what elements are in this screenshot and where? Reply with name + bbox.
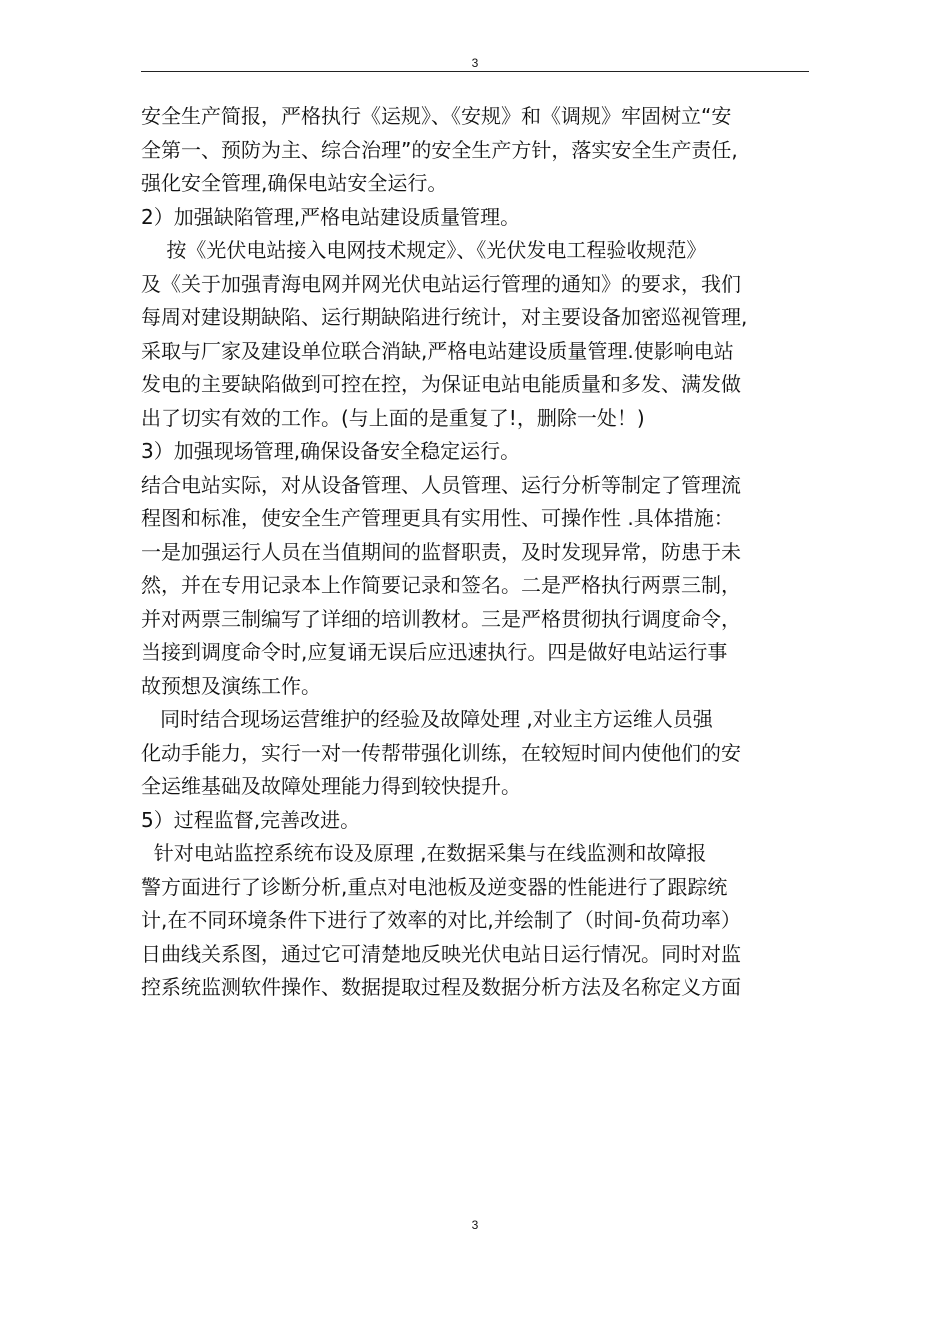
text-line: 及《关于加强青海电网并网光伏电站运行管理的通知》的要求，我们 [141, 271, 741, 296]
text-line: 全第一、预防为主、综合治理”的安全生产方针，落实安全生产责任, [141, 137, 738, 162]
text-line: 每周对建设期缺陷、运行期缺陷进行统计，对主要设备加密巡视管理, [141, 305, 748, 329]
text-line: 采取与厂家及建设单位联合消缺,严格电站建设质量管理.使影响电站 [141, 338, 734, 363]
text-line: 一是加强运行人员在当值期间的监督职责，及时发现异常，防患于未 [141, 539, 741, 564]
text-line: 并对两票三制编写了详细的培训教材。三是严格贯彻执行调度命令， [141, 606, 741, 631]
text-line: 结合电站实际，对从设备管理、人员管理、运行分析等制定了管理流 [141, 472, 741, 497]
text-line: 安全生产简报，严格执行《运规》、《安规》和《调规》牢固树立“安 [141, 104, 732, 128]
text-line: 当接到调度命令时,应复诵无误后应迅速执行。四是做好电站运行事 [141, 640, 728, 664]
text-line: 计,在不同环境条件下进行了效率的对比,并绘制了（时间-负荷功率） [141, 908, 741, 932]
document-body [141, 100, 821, 1005]
text-line: 出了切实有效的工作。(与上面的是重复了!，删除一处！) [141, 405, 645, 430]
text-line: 发电的主要缺陷做到可控在控，为保证电站电能质量和多发、满发做 [141, 372, 741, 396]
text-line: 日曲线关系图，通过它可清楚地反映光伏电站日运行情况。同时对监 [141, 941, 741, 966]
section-heading-5: 5）过程监督,完善改进。 [141, 807, 361, 832]
header-divider [141, 71, 809, 72]
text-line: 控系统监测软件操作、数据提取过程及数据分析方法及名称定义方面 [141, 975, 741, 999]
text-line: 故预想及演练工作。 [141, 673, 321, 698]
footer-page-number: 3 [471, 1218, 479, 1232]
text-line: 全运维基础及故障处理能力得到较快提升。 [141, 774, 521, 798]
text-line: 强化安全管理,确保电站安全运行。 [141, 171, 448, 195]
text-line: 然，并在专用记录本上作简要记录和签名。二是严格执行两票三制， [141, 573, 741, 597]
section-heading-2: 2）加强缺陷管理,严格电站建设质量管理。 [141, 204, 521, 229]
text-line: 警方面进行了诊断分析,重点对电池板及逆变器的性能进行了跟踪统 [141, 874, 728, 899]
text-line: 针对电站监控系统布设及原理 ,在数据采集与在线监测和故障报 [141, 841, 707, 865]
text-line: 化动手能力，实行一对一传帮带强化训练，在较短时间内使他们的安 [141, 740, 741, 765]
section-heading-3: 3）加强现场管理,确保设备安全稳定运行。 [141, 439, 521, 463]
header-page-number: 3 [471, 56, 479, 70]
text-line: 同时结合现场运营维护的经验及故障处理 ,对业主方运维人员强 [141, 707, 713, 731]
text-line: 程图和标准，使安全生产管理更具有实用性、可操作性 .具体措施： [141, 506, 734, 530]
text-line: 按《光伏电站接入电网技术规定》、《光伏发电工程验收规范》 [141, 238, 707, 262]
